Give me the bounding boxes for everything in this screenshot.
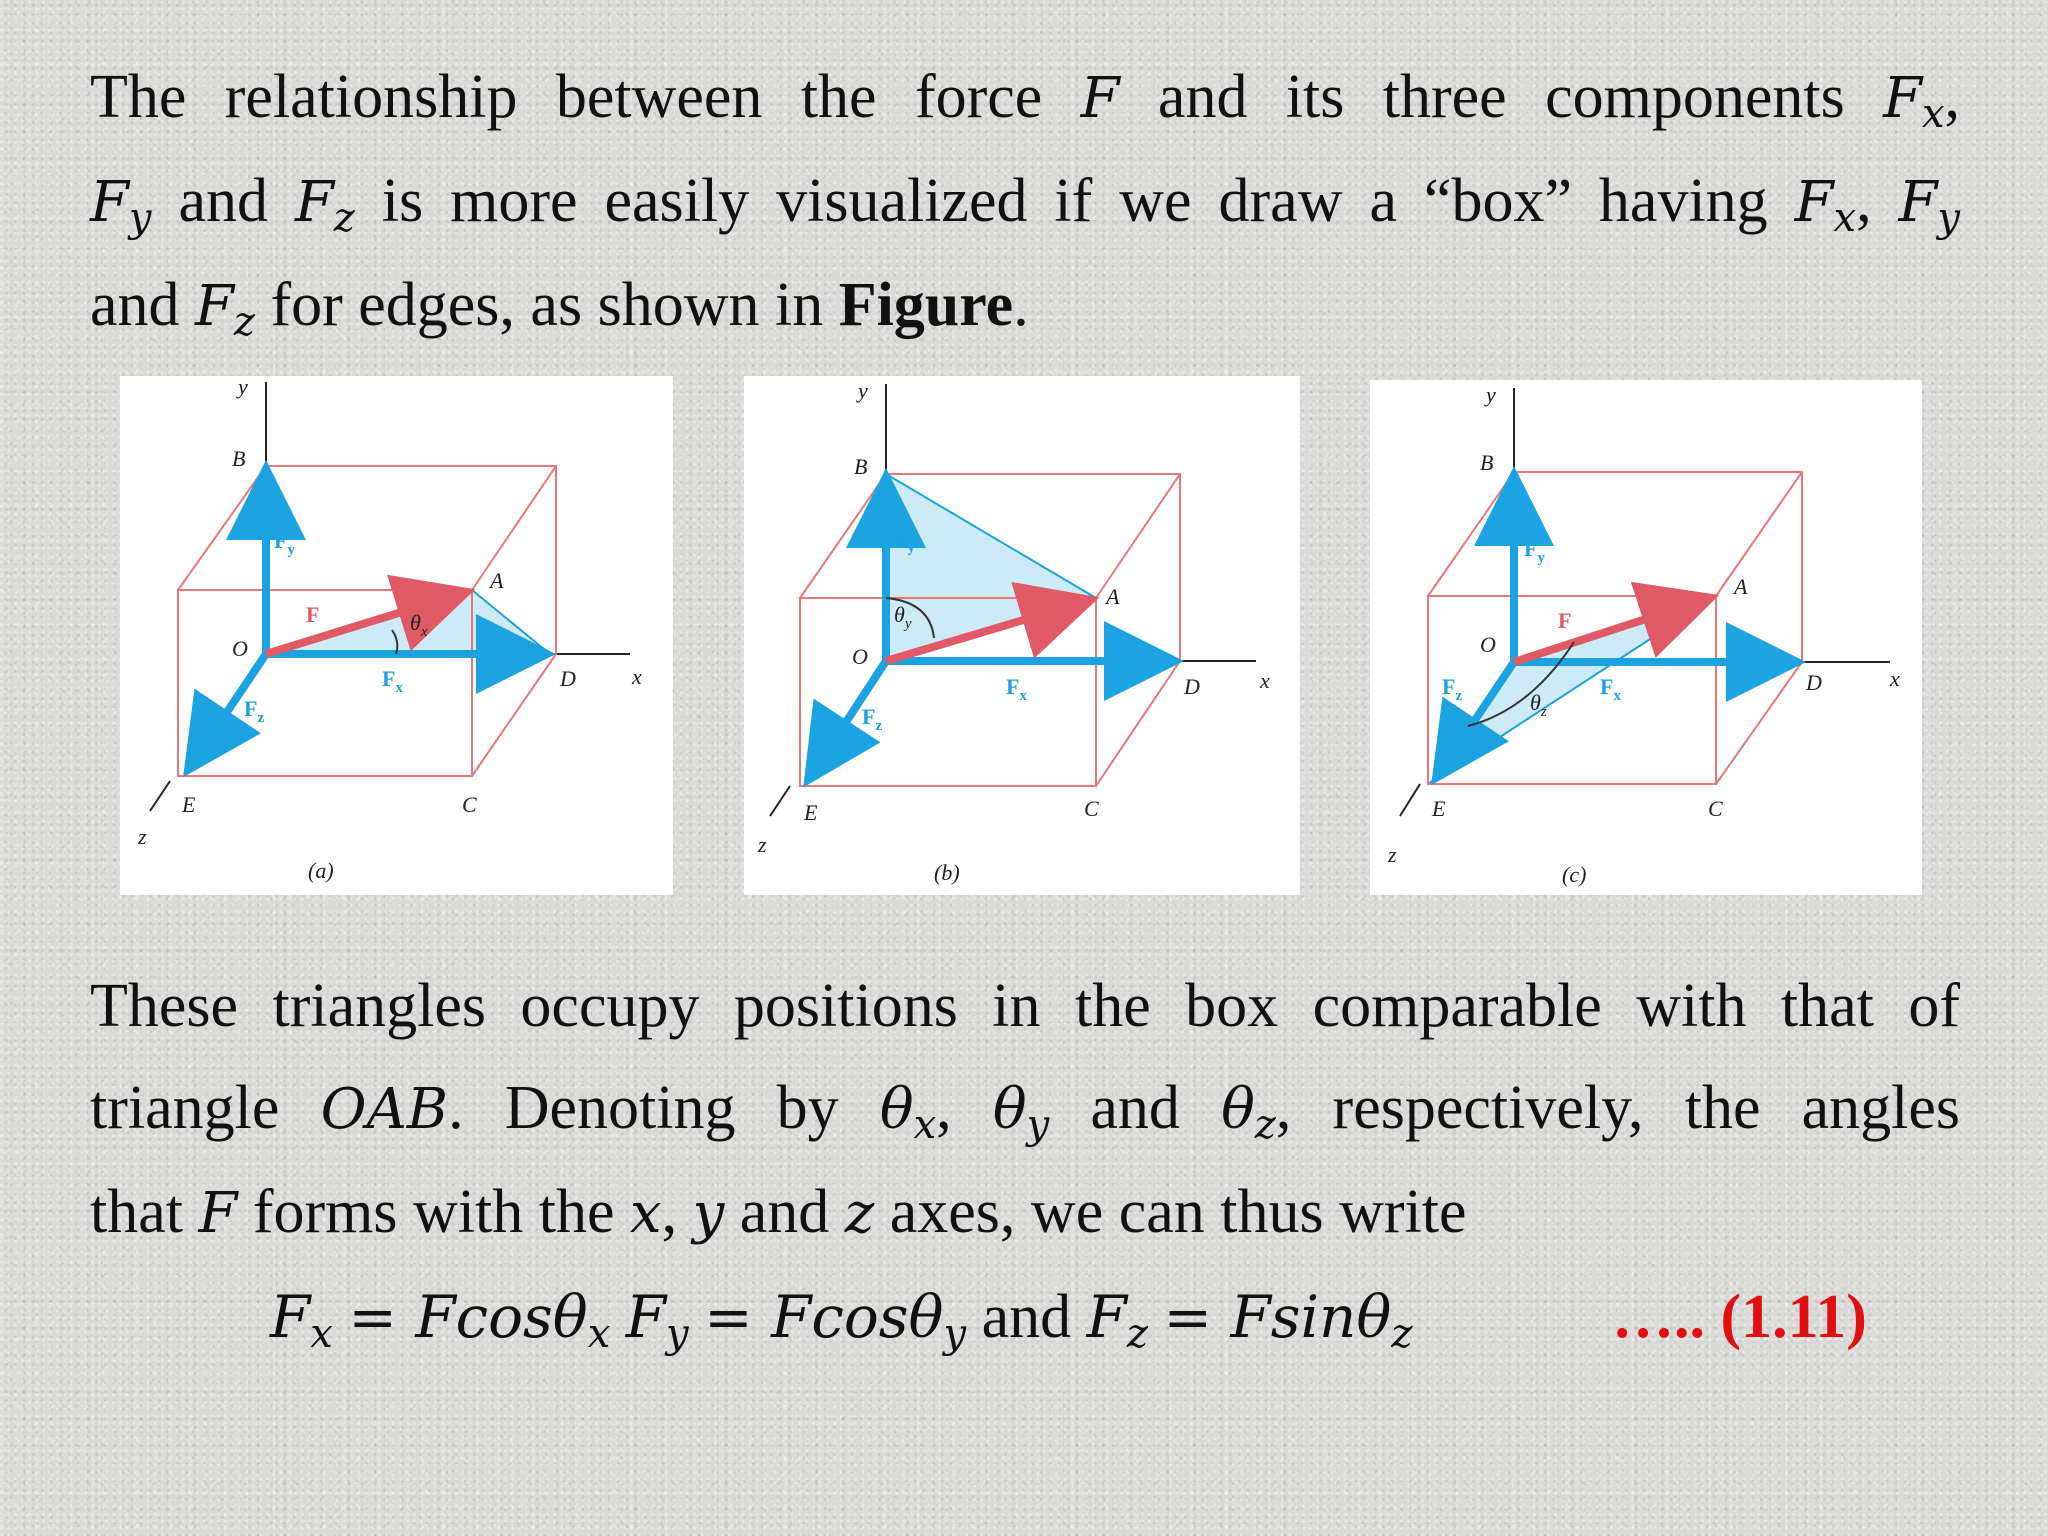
explanation-line-2: triangle OAB. Denoting by $\theta_x$, $\theta_y$ and $\theta_z$, respectively, the angles — [90, 1074, 1961, 1148]
point-O: O — [232, 636, 248, 661]
axis-label-y: y — [238, 376, 248, 399]
axis-label-x: x — [632, 664, 642, 689]
label-fy: $F_y$ — [274, 528, 295, 558]
label-fx: $F_x$ — [382, 666, 403, 696]
point-C: C — [1084, 796, 1099, 821]
axis-label-y: y — [1486, 382, 1496, 407]
label-theta: $\theta_x$ — [410, 610, 428, 640]
point-C: C — [1708, 796, 1723, 821]
point-A: A — [490, 568, 504, 593]
equation-1-11: $F_x = Fcos\theta_x$ $F_y = Fcos\theta_y$ and $F_z = Fsin\theta_z$ — [270, 1283, 1413, 1357]
z-axis-line — [770, 786, 790, 816]
caption-c: (c) — [1562, 862, 1587, 887]
axis-label-z: z — [138, 824, 147, 849]
axis-label-y: y — [858, 378, 868, 403]
label-f: F — [1558, 608, 1572, 633]
intro-paragraph — [90, 46, 1960, 358]
point-D: D — [560, 666, 576, 691]
figure-panel-c — [1370, 380, 1922, 895]
label-fz: $F_z$ — [862, 704, 883, 734]
axis-label-z: z — [758, 832, 767, 857]
point-D: D — [1184, 674, 1200, 699]
point-B: B — [854, 454, 868, 479]
point-E: E — [804, 800, 818, 825]
point-O: O — [852, 644, 868, 669]
point-O: O — [1480, 632, 1496, 657]
label-fx: $F_x$ — [1600, 674, 1621, 704]
axis-label-z: z — [1388, 842, 1397, 867]
caption-b: (b) — [934, 860, 960, 885]
figure-panel-a — [120, 376, 673, 895]
point-A: A — [1734, 574, 1748, 599]
label-f: F — [1030, 628, 1044, 653]
intro-line-1: The relationship between the force F and its three components $F_x$, — [90, 63, 1961, 137]
explanation-line-3: that F forms with the x, y and z axes, we can thus write — [90, 1178, 1467, 1246]
axis-label-x: x — [1890, 666, 1900, 691]
label-fz: $F_z$ — [244, 696, 265, 726]
point-E: E — [182, 792, 196, 817]
label-fx: $F_x$ — [1006, 674, 1027, 704]
intro-line-2: $F_y$ and $F_z$ is more easily visualized if we draw a “box” having $F_x$, $F_y$ — [90, 167, 1961, 241]
figure-reference: Figure — [838, 271, 1014, 339]
label-theta: $\theta_y$ — [894, 602, 912, 632]
point-A: A — [1106, 584, 1120, 609]
explanation-paragraph — [90, 955, 1960, 1265]
caption-a: (a) — [308, 858, 334, 883]
axis-label-x: x — [1260, 668, 1270, 693]
point-B: B — [1480, 450, 1494, 475]
point-D: D — [1806, 670, 1822, 695]
z-axis-line — [150, 781, 170, 811]
point-C: C — [462, 792, 477, 817]
label-theta: $\theta_z$ — [1530, 690, 1547, 720]
z-axis-line — [1400, 784, 1420, 816]
point-E: E — [1432, 796, 1446, 821]
explanation-line-1: These triangles occupy positions in the box comparable with that of — [90, 972, 1960, 1040]
figure-panel-b — [744, 376, 1300, 895]
label-fy: $F_y$ — [894, 526, 915, 556]
intro-line-3: and $F_z$ for edges, as shown in Figure. — [90, 271, 1029, 345]
equation-number: ….. (1.11) — [1612, 1283, 1867, 1351]
point-B: B — [232, 446, 246, 471]
label-fz: $F_z$ — [1442, 674, 1463, 704]
label-fy: $F_y$ — [1524, 536, 1545, 566]
label-f: F — [306, 602, 320, 627]
